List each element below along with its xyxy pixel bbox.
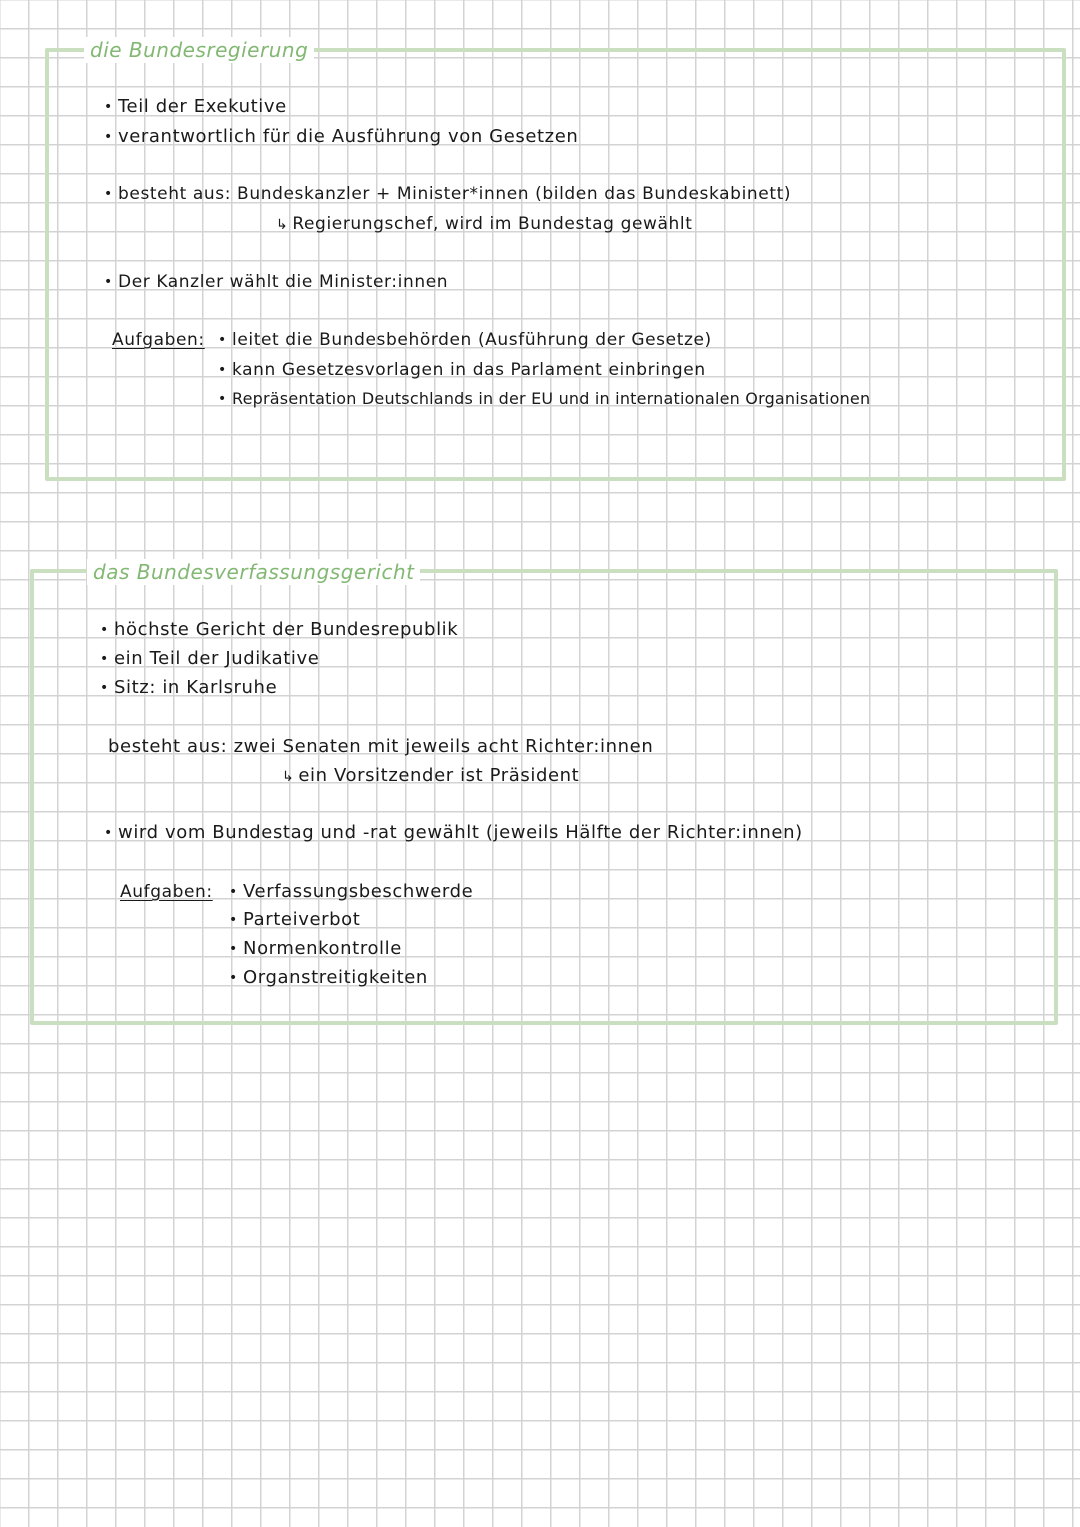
kanzler-waehlt: • Der Kanzler wählt die Minister:innen [104,270,448,294]
section-title-bundesverfassungsgericht: das Bundesverfassungsgericht [87,559,420,585]
arrow-right-icon: ↳ [276,217,289,233]
regierungschef-text: Regierungschef, wird im Bundestag gewählt [292,214,693,234]
aufgabe-gericht-2: • Parteiverbot [229,908,360,932]
aufgabe-regierung-2: • kann Gesetzesvorlagen in das Parlament einbringen [218,358,706,382]
bullet-sitz: • Sitz: in Karlsruhe [100,676,277,700]
bullet-exekutive: • Teil der Exekutive [104,95,287,119]
besteht-sub-regierung [276,212,693,237]
besteht-aus-regierung: • besteht aus: Bundeskanzler + Minister*innen (bilden das Bundeskabinett) [104,182,791,206]
aufgabe-gericht-4: • Organstreitigkeiten [229,966,428,990]
vorsitzender-text: ein Vorsitzender ist Präsident [298,765,580,786]
wahl-richter: • wird vom Bundestag und -rat gewählt (jeweils Hälfte der Richter:innen) [104,821,803,845]
aufgabe-gericht-3: • Normenkontrolle [229,937,402,961]
section-title-bundesregierung: die Bundesregierung [84,37,314,63]
bullet-judikative: • ein Teil der Judikative [100,647,319,671]
arrow-right-icon: ↳ [282,769,295,785]
aufgabe-regierung-1: • leitet die Bundesbehörden (Ausführung der Gesetze) [218,328,712,352]
aufgaben-label-regierung: Aufgaben: [112,330,205,350]
bullet-hoechstes-gericht: • höchste Gericht der Bundesrepublik [100,618,458,642]
aufgabe-gericht-1: • Verfassungsbeschwerde [229,880,473,904]
besteht-aus-gericht: besteht aus: zwei Senaten mit jeweils acht Richter:innen [108,736,654,757]
besteht-sub-gericht [282,764,579,789]
aufgabe-regierung-3: • Repräsentation Deutschlands in der EU und in internationalen Organisationen [218,387,870,411]
bullet-verantwortlich: • verantwortlich für die Ausführung von Gesetzen [104,125,578,149]
aufgaben-label-gericht: Aufgaben: [120,882,213,902]
